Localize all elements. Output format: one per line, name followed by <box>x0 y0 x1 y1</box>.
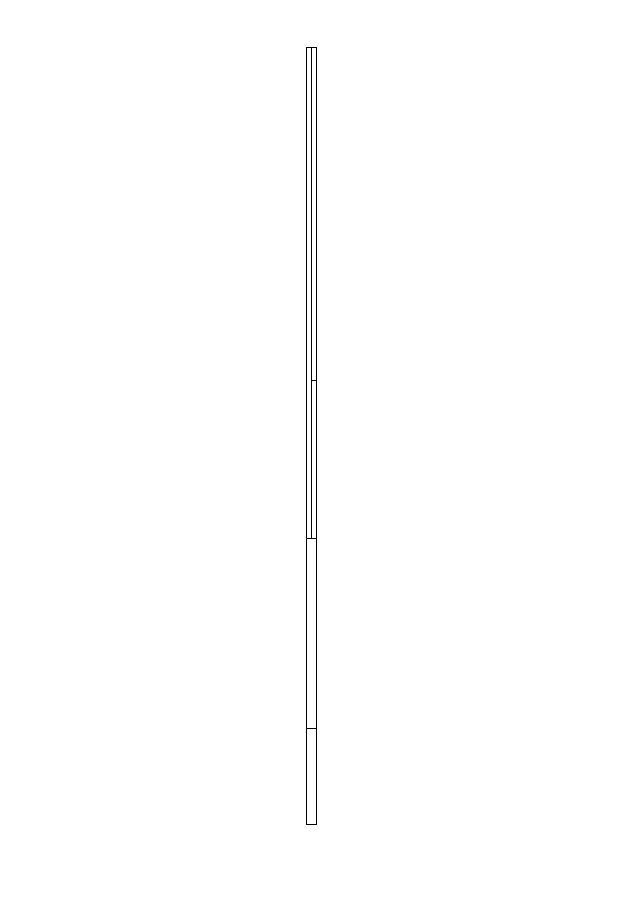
row-number <box>317 729 328 825</box>
row-value-structures <box>317 48 328 381</box>
row-value-public-roads <box>317 381 328 539</box>
header-vehicle-name <box>307 539 317 729</box>
header-category <box>307 729 317 825</box>
tariff-table-wrap <box>306 48 327 825</box>
table-row <box>317 48 328 825</box>
tariff-table <box>306 47 327 825</box>
row-vehicle-name <box>317 539 328 729</box>
